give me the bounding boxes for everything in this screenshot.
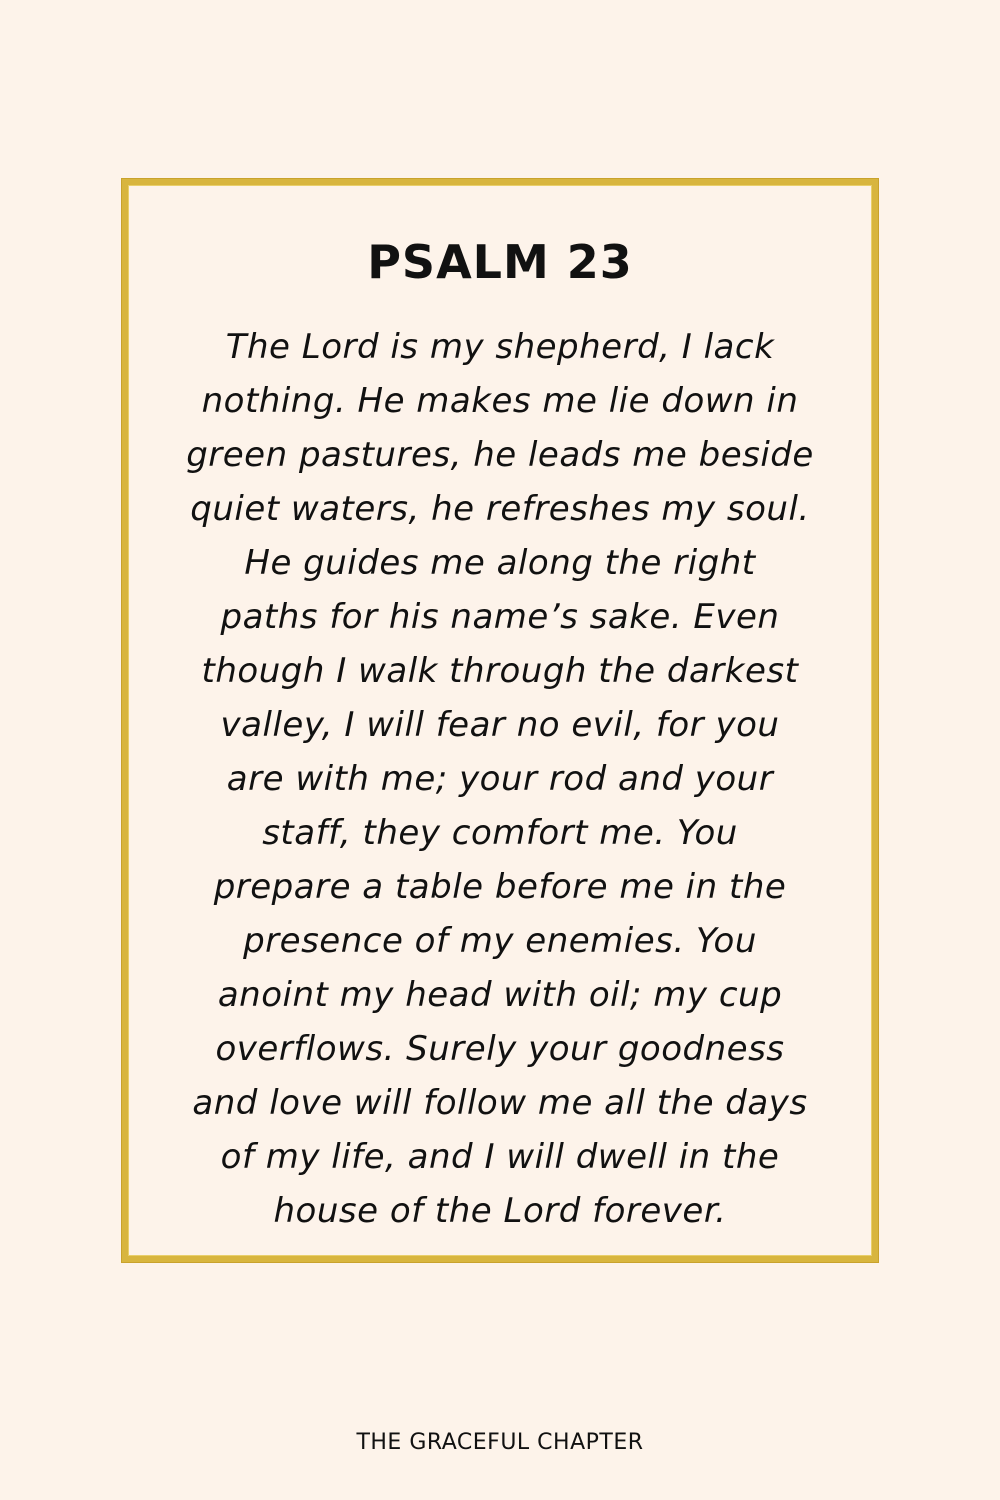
verse-line: nothing. He makes me lie down in [201,381,799,421]
verse-text [150,320,850,1238]
verse-line: valley, I will fear no evil, for you [220,705,780,745]
verse-line: anoint my head with oil; my cup [217,975,783,1015]
verse-line: of my life, and I will dwell in the [220,1137,780,1177]
verse-line: The Lord is my shepherd, I lack [225,327,775,367]
verse-line: and love will follow me all the days [192,1083,808,1123]
verse-line: He guides me along the right [244,543,756,583]
verse-line: are with me; your rod and your [226,759,774,799]
verse-line: though I walk through the darkest [201,651,799,691]
verse-line: quiet waters, he refreshes my soul. [190,489,810,529]
page-title: PSALM 23 [367,235,633,289]
verse-line: presence of my enemies. You [243,921,757,961]
verse-line: paths for his name’s sake. Even [220,597,780,637]
footer-brand: THE GRACEFUL CHAPTER [356,1430,644,1455]
verse-line: overflows. Surely your goodness [215,1029,785,1069]
verse-line: prepare a table before me in the [213,867,787,907]
verse-line: staff, they comfort me. You [262,813,738,853]
verse-line: green pastures, he leads me beside [186,435,814,475]
verse-line: house of the Lord forever. [273,1191,727,1231]
